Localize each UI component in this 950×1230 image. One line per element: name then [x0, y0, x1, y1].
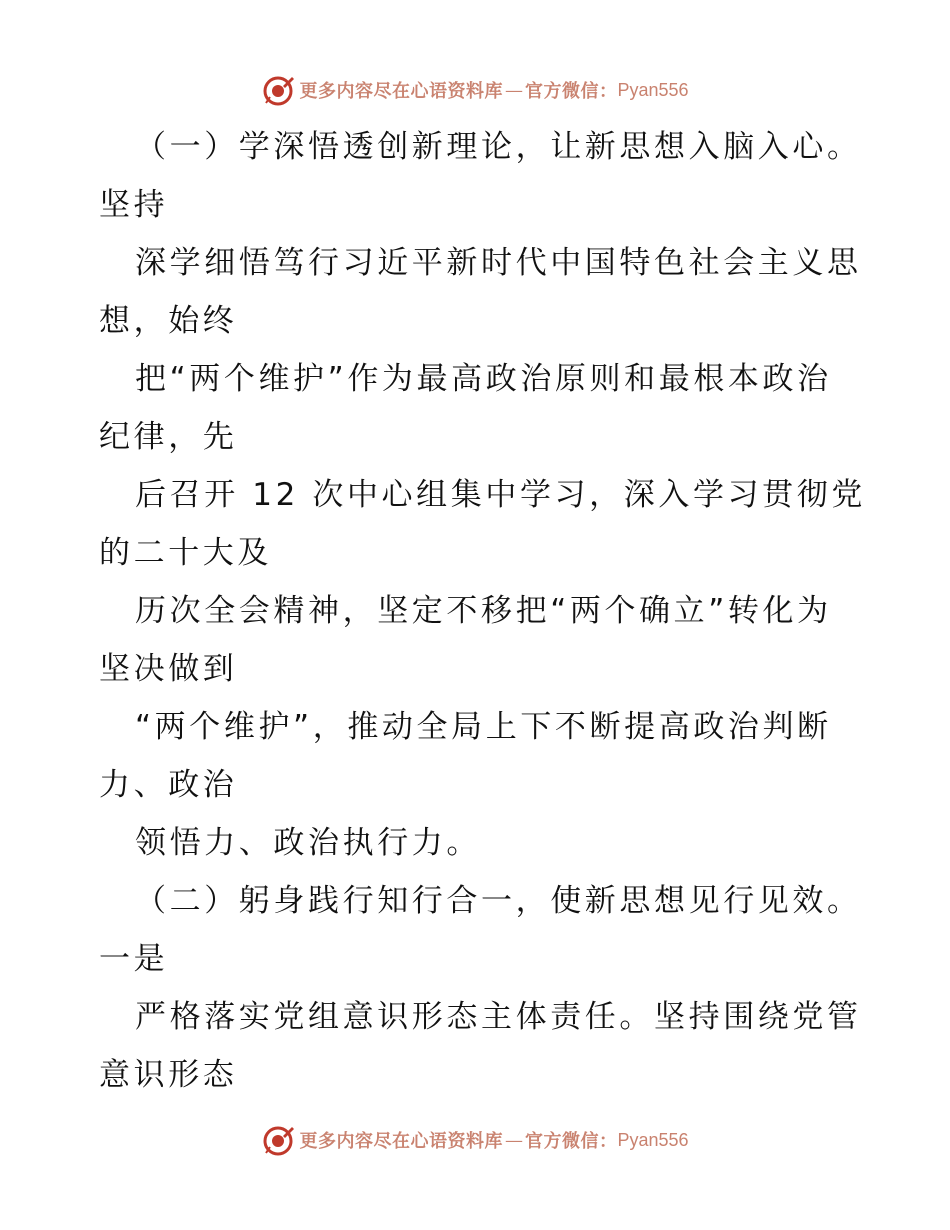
text-line: 一是 — [99, 941, 169, 977]
watermark-account: Pyan556 — [617, 1129, 689, 1150]
header-watermark — [0, 70, 950, 110]
watermark-site-name: 更多内容尽在心语资料库 — [299, 81, 503, 102]
watermark-official-label: 官方微信： — [524, 1131, 618, 1152]
text-line: 深学细悟笃行习近平新时代中国特色社会主义思 — [135, 245, 862, 281]
watermark-dash: — — [504, 79, 523, 101]
text-line: 的二十大及 — [99, 535, 272, 571]
text-line: 后召开 12 次中心组集中学习，深入学习贯彻党 — [135, 477, 866, 513]
text-line: （二）躬身践行知行合一，使新思想见行见效。 — [135, 883, 862, 919]
pen-logo-icon — [261, 73, 295, 107]
text-line: 想，始终 — [99, 303, 238, 339]
text-line: 意识形态 — [99, 1057, 238, 1093]
text-line: 历次全会精神，坚定不移把“两个确立”转化为 — [135, 593, 832, 629]
text-line: 力、政治 — [99, 767, 238, 803]
watermark-site-name: 更多内容尽在心语资料库 — [299, 1131, 503, 1152]
text-line: 严格落实党组意识形态主体责任。坚持围绕党管 — [135, 999, 862, 1035]
text-line: 坚持 — [99, 187, 169, 223]
pen-logo-icon — [261, 1123, 295, 1157]
watermark-official-label: 官方微信： — [524, 81, 618, 102]
text-line: 纪律，先 — [99, 419, 238, 455]
text-line: （一）学深悟透创新理论，让新思想入脑入心。 — [135, 129, 862, 165]
footer-watermark — [0, 1120, 950, 1160]
document-body — [99, 118, 866, 1104]
text-line: “两个维护”，推动全局上下不断提高政治判断 — [135, 709, 832, 745]
watermark-dash: — — [504, 1129, 523, 1151]
text-line: 领悟力、政治执行力。 — [135, 825, 481, 861]
text-line: 把“两个维护”作为最高政治原则和最根本政治 — [135, 361, 832, 397]
text-line: 坚决做到 — [99, 651, 238, 687]
watermark-account: Pyan556 — [617, 79, 689, 100]
